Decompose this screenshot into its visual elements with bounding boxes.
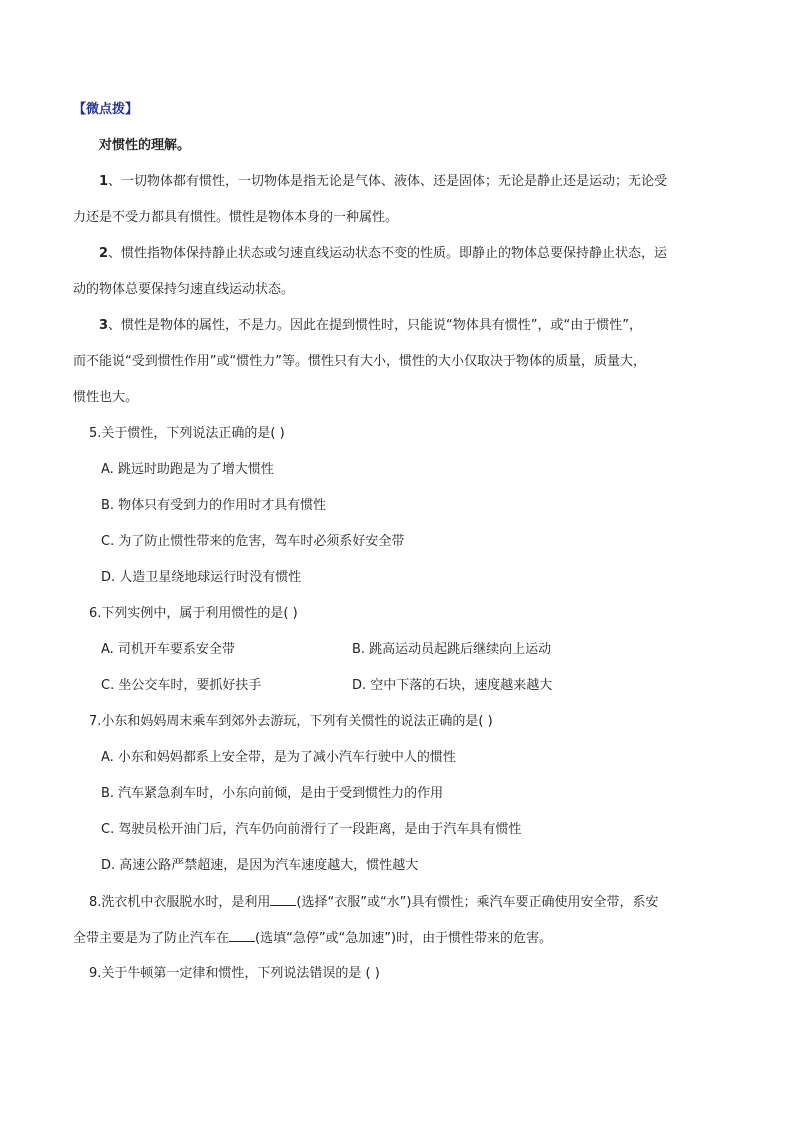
answer-blank-2[interactable] bbox=[229, 929, 255, 942]
intro-text: 对惯性的理解。 bbox=[99, 138, 191, 153]
question-7-option-c: C. 驾驶员松开油门后，汽车仍向前滑行了一段距离，是由于汽车具有惯性 bbox=[101, 822, 522, 837]
question-5-stem: 5.关于惯性，下列说法正确的是( ) bbox=[89, 426, 285, 441]
question-5-option-a: A. 跳远时助跑是为了增大惯性 bbox=[101, 462, 274, 477]
point-2-line-2: 动的物体总要保持匀速直线运动状态。 bbox=[73, 282, 295, 297]
question-9-stem: 9.关于牛顿第一定律和惯性，下列说法错误的是 ( ) bbox=[89, 966, 380, 981]
question-6-option-c: C. 坐公交车时，要抓好扶手 bbox=[101, 678, 262, 693]
question-5-option-c: C. 为了防止惯性带来的危害，驾车时必须系好安全带 bbox=[101, 534, 405, 549]
question-7-option-a: A. 小东和妈妈都系上安全带，是为了减小汽车行驶中人的惯性 bbox=[101, 750, 456, 765]
point-3-line-2: 而不能说“受到惯性作用”或“惯性力”等。惯性只有大小，惯性的大小仅取决于物体的质量，质量大， bbox=[73, 354, 646, 369]
question-5-option-d: D. 人造卫星绕地球运行时没有惯性 bbox=[101, 570, 302, 585]
point-3-number: 3 bbox=[99, 318, 109, 333]
question-8-line-2: 全带主要是为了防止汽车在 (选填“急停”或“急加速”)时，由于惯性带来的危害。 bbox=[73, 931, 553, 946]
question-7-stem: 7.小东和妈妈周末乘车到郊外去游玩，下列有关惯性的说法正确的是( ) bbox=[89, 714, 493, 729]
point-3-line-1: 3、惯性是物体的属性，不是力。因此在提到惯性时，只能说“物体具有惯性”，或“由于惯性”， bbox=[99, 318, 642, 333]
question-6-option-a: A. 司机开车要系安全带 bbox=[101, 642, 235, 657]
point-2-line-1: 2、惯性指物体保持静止状态或匀速直线运动状态不变的性质。即静止的物体总要保持静止状态，运 bbox=[99, 246, 668, 261]
point-2-number: 2 bbox=[99, 246, 109, 261]
question-6-option-b: B. 跳高运动员起跳后继续向上运动 bbox=[352, 642, 552, 657]
question-5-option-b: B. 物体只有受到力的作用时才具有惯性 bbox=[101, 498, 327, 513]
question-6-option-d: D. 空中下落的石块，速度越来越大 bbox=[352, 678, 553, 693]
point-1-line-2: 力还是不受力都具有惯性。惯性是物体本身的一种属性。 bbox=[73, 210, 399, 225]
point-3-line-3: 惯性也大。 bbox=[73, 390, 139, 405]
question-6-stem: 6.下列实例中，属于利用惯性的是( ) bbox=[89, 606, 298, 621]
point-1-line-1: 1、一切物体都有惯性，一切物体是指无论是气体、液体、还是固体；无论是静止还是运动；无论受 bbox=[99, 174, 668, 189]
question-8-line-1: 8.洗衣机中衣服脱水时，是利用 (选择“衣服”或“水”)具有惯性；乘汽车要正确使用安全带，系安 bbox=[89, 895, 659, 910]
tip-heading: 【微点拨】 bbox=[73, 102, 139, 117]
question-7-option-d: D. 高速公路严禁超速，是因为汽车速度越大，惯性越大 bbox=[101, 858, 419, 873]
point-1-number: 1 bbox=[99, 174, 109, 189]
question-7-option-b: B. 汽车紧急刹车时，小东向前倾，是由于受到惯性力的作用 bbox=[101, 786, 444, 801]
answer-blank-1[interactable] bbox=[270, 893, 296, 906]
